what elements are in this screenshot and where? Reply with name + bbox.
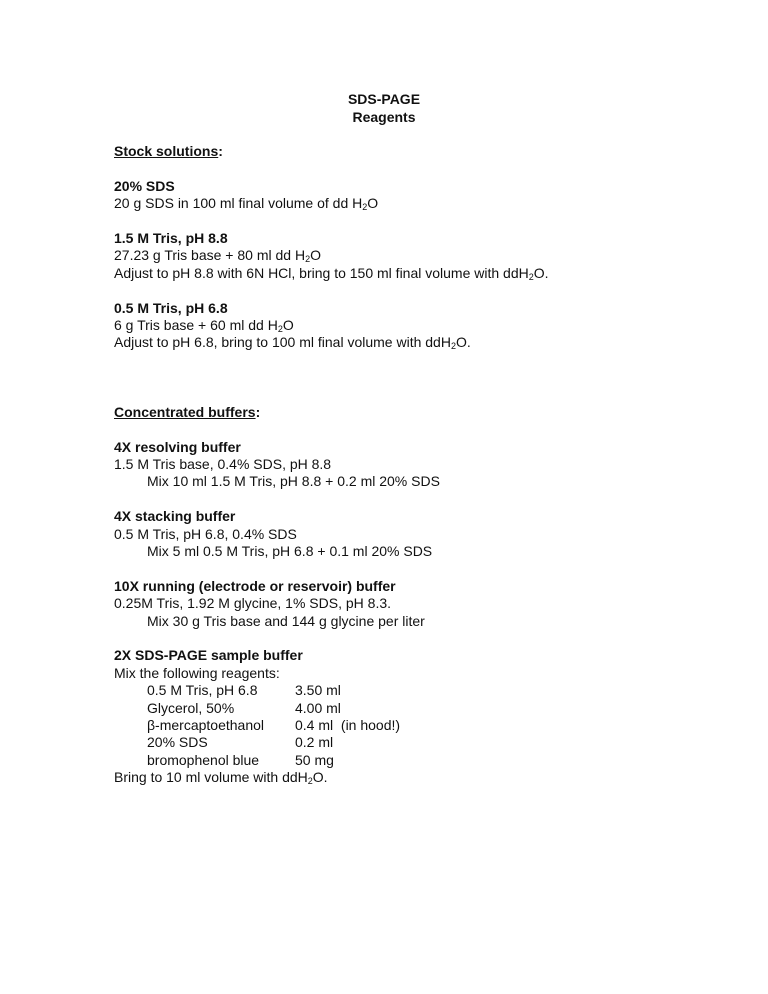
concentrated-buffers-heading-text: Concentrated buffers (114, 403, 256, 420)
stacking-line-1: 0.5 M Tris, pH 6.8, 0.4% SDS (114, 525, 297, 542)
concentrated-buffers-colon: : (255, 403, 261, 420)
stock-solutions-colon: : (218, 143, 223, 159)
reagent-table (114, 682, 734, 769)
resolving-title: 4X resolving buffer (114, 438, 241, 455)
sds-line-1-end: O (367, 195, 379, 212)
tris88-line-2 (114, 265, 734, 282)
reagent-amount: 50 mg (295, 751, 334, 768)
sample-buffer-final-text: Bring to 10 ml volume with ddH (114, 769, 308, 786)
sample-buffer-final-sub: 2 (307, 776, 313, 787)
tris68-line-1-sub: 2 (277, 324, 283, 335)
title-line-2: Reagents (352, 108, 416, 125)
sds-title: 20% SDS (114, 177, 175, 194)
reagent-name: 20% SDS (147, 734, 208, 751)
tris88-line-2-end: O. (533, 264, 549, 281)
concentrated-buffers-heading (114, 404, 734, 421)
tris68-line-1-text: 6 g Tris base + 60 ml dd H (114, 317, 278, 334)
stacking-title: 4X stacking buffer (114, 508, 236, 525)
tris68-line-2-text: Adjust to pH 6.8, bring to 100 ml final volume with ddH (114, 334, 451, 351)
tris68-line-2 (114, 334, 734, 351)
tris88-line-2-sub: 2 (528, 271, 534, 282)
stock-solutions-heading-text: Stock solutions (114, 143, 219, 159)
reagent-row (114, 717, 734, 734)
reagent-amount: 0.4 ml (in hood!) (295, 717, 401, 734)
running-title: 10X running (electrode or reservoir) buffer (114, 577, 396, 594)
reagent-amount: 3.50 ml (295, 682, 341, 699)
tris68-line-1-end: O (282, 317, 294, 334)
sample-buffer-title: 2X SDS-PAGE sample buffer (114, 647, 303, 664)
sds-line-1-sub: 2 (362, 202, 368, 213)
sample-buffer-final-end: O. (312, 769, 328, 786)
reagent-row (114, 734, 734, 751)
running-line-1: 0.25M Tris, 1.92 M glycine, 1% SDS, pH 8.3. (114, 595, 392, 612)
tris88-line-1-sub: 2 (305, 254, 311, 265)
reagent-row (114, 752, 734, 769)
stock-solutions-heading (114, 143, 734, 160)
sds-line-1-text: 20 g SDS in 100 ml final volume of dd H (114, 195, 363, 212)
tris88-title: 1.5 M Tris, pH 8.8 (114, 230, 228, 246)
tris68-title: 0.5 M Tris, pH 6.8 (114, 299, 228, 316)
reagent-name: Glycerol, 50% (147, 699, 235, 716)
stacking-line-2: Mix 5 ml 0.5 M Tris, pH 6.8 + 0.1 ml 20% SDS (147, 543, 433, 560)
document-body (114, 143, 734, 787)
sample-buffer-final (114, 769, 734, 786)
title-line-1: SDS-PAGE (347, 91, 421, 107)
sds-line-1 (114, 195, 734, 212)
reagent-name: 0.5 M Tris, pH 6.8 (147, 682, 258, 699)
reagent-name: bromophenol blue (147, 751, 260, 768)
reagent-row (114, 682, 734, 699)
tris68-line-2-end: O. (455, 334, 471, 351)
tris68-line-2-sub: 2 (450, 341, 456, 352)
tris88-line-1-text: 27.23 g Tris base + 80 ml dd H (114, 247, 306, 264)
reagent-name: β-mercaptoethanol (147, 717, 265, 734)
running-line-2: Mix 30 g Tris base and 144 g glycine per liter (147, 612, 425, 629)
tris68-line-1 (114, 317, 734, 334)
reagent-row (114, 700, 734, 717)
document-title (0, 91, 768, 126)
tris88-line-1 (114, 247, 734, 264)
resolving-line-1: 1.5 M Tris base, 0.4% SDS, pH 8.8 (114, 456, 332, 473)
resolving-line-2: Mix 10 ml 1.5 M Tris, pH 8.8 + 0.2 ml 20% SDS (147, 473, 440, 490)
sample-buffer-intro: Mix the following reagents: (114, 664, 280, 681)
tris88-line-2-text: Adjust to pH 8.8 with 6N HCl, bring to 150 ml final volume with ddH (114, 264, 529, 281)
reagent-amount: 4.00 ml (295, 699, 341, 716)
reagent-amount: 0.2 ml (295, 734, 334, 751)
tris88-line-1-end: O (310, 247, 321, 264)
